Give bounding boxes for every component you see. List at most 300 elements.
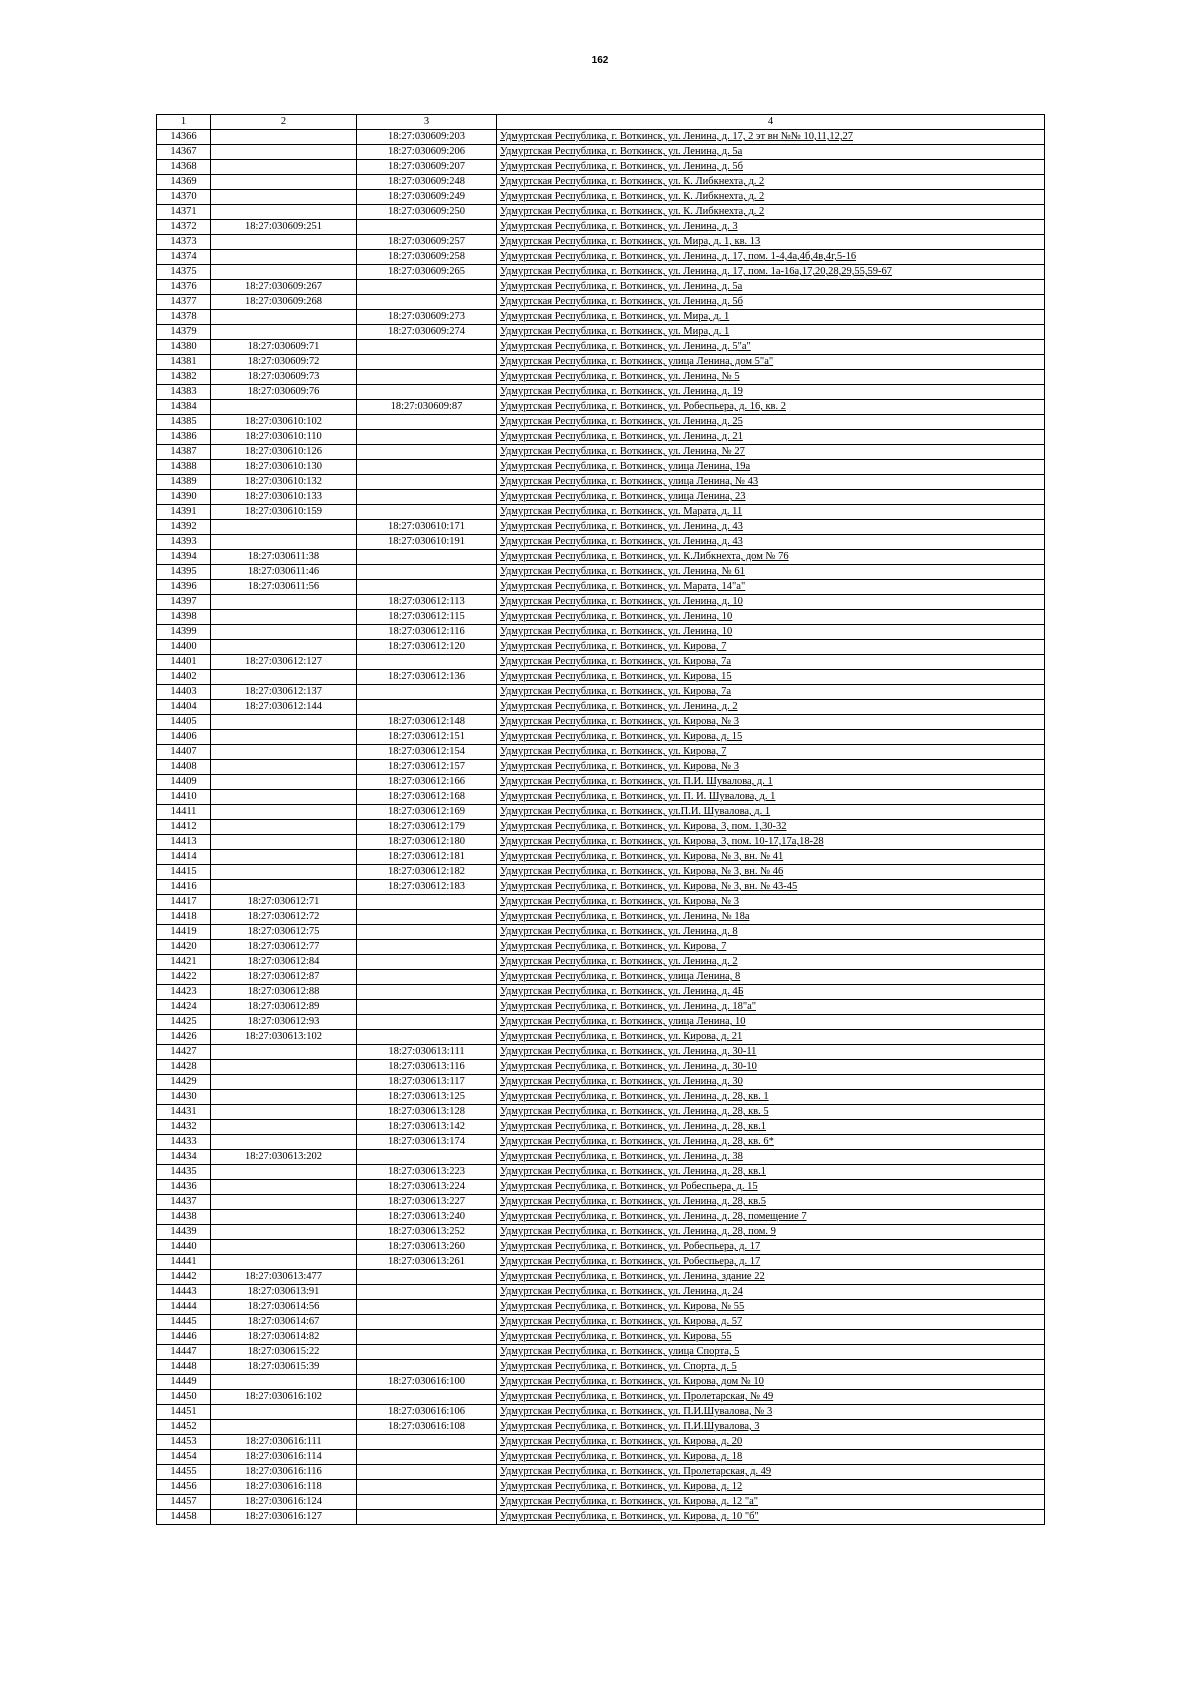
row-number-cell: 14371 — [157, 205, 211, 220]
row-number-cell: 14422 — [157, 970, 211, 985]
row-number-cell: 14421 — [157, 955, 211, 970]
table-row — [157, 310, 1045, 325]
address-cell: Удмуртская Республика, г. Воткинск, ул. Ленина, д. 21 — [497, 430, 1045, 445]
row-number-cell: 14410 — [157, 790, 211, 805]
cadastral-number-building-cell — [357, 1270, 497, 1285]
address-cell: Удмуртская Республика, г. Воткинск, ул. П.И.Шувалова, 3 — [497, 1420, 1045, 1435]
table-row — [157, 340, 1045, 355]
page-number: 162 — [591, 55, 609, 66]
table-row — [157, 970, 1045, 985]
cadastral-number-parcel-cell: 18:27:030612:71 — [211, 895, 357, 910]
address-cell: Удмуртская Республика, г. Воткинск, ул. Кирова, д. 10 "б" — [497, 1510, 1045, 1525]
cadastral-number-parcel-cell: 18:27:030610:132 — [211, 475, 357, 490]
cadastral-number-building-cell — [357, 1285, 497, 1300]
cadastral-number-parcel-cell — [211, 160, 357, 175]
table-row — [157, 415, 1045, 430]
table-row — [157, 1390, 1045, 1405]
row-number-cell: 14425 — [157, 1015, 211, 1030]
row-number-cell: 14416 — [157, 880, 211, 895]
address-cell: Удмуртская Республика, г. Воткинск, ул. Спорта, д. 5 — [497, 1360, 1045, 1375]
table-row — [157, 1255, 1045, 1270]
cadastral-number-building-cell: 18:27:030609:248 — [357, 175, 497, 190]
row-number-cell: 14407 — [157, 745, 211, 760]
table-row — [157, 715, 1045, 730]
row-number-cell: 14427 — [157, 1045, 211, 1060]
table-row — [157, 1150, 1045, 1165]
address-cell: Удмуртская Республика, г. Воткинск, ул. К. Либкнехта, д. 2 — [497, 175, 1045, 190]
cadastral-number-parcel-cell — [211, 760, 357, 775]
table-row — [157, 805, 1045, 820]
cadastral-number-building-cell: 18:27:030610:171 — [357, 520, 497, 535]
cadastral-number-building-cell: 18:27:030609:273 — [357, 310, 497, 325]
address-cell: Удмуртская Республика, г. Воткинск, ул. Ленина, д. 5б — [497, 295, 1045, 310]
table-row — [157, 265, 1045, 280]
table-row — [157, 1450, 1045, 1465]
cadastral-number-parcel-cell — [211, 535, 357, 550]
address-cell: Удмуртская Республика, г. Воткинск, ул. Ленина, д. 5а — [497, 145, 1045, 160]
address-cell: Удмуртская Республика, г. Воткинск, ул. Марата, д. 11 — [497, 505, 1045, 520]
cadastral-number-building-cell: 18:27:030612:168 — [357, 790, 497, 805]
address-cell: Удмуртская Республика, г. Воткинск, ул. Кирова, № 3 — [497, 715, 1045, 730]
table-row — [157, 820, 1045, 835]
cadastral-number-parcel-cell — [211, 1060, 357, 1075]
table-row — [157, 370, 1045, 385]
table-row — [157, 640, 1045, 655]
cadastral-number-parcel-cell: 18:27:030610:102 — [211, 415, 357, 430]
cadastral-number-parcel-cell — [211, 130, 357, 145]
cadastral-number-parcel-cell: 18:27:030616:127 — [211, 1510, 357, 1525]
cadastral-number-building-cell — [357, 1390, 497, 1405]
table-row — [157, 1270, 1045, 1285]
table-row — [157, 1345, 1045, 1360]
row-number-cell: 14437 — [157, 1195, 211, 1210]
cadastral-number-building-cell: 18:27:030612:154 — [357, 745, 497, 760]
row-number-cell: 14372 — [157, 220, 211, 235]
table-row — [157, 520, 1045, 535]
address-cell: Удмуртская Республика, г. Воткинск, ул. Кирова, № 3, вн. № 46 — [497, 865, 1045, 880]
cadastral-number-building-cell: 18:27:030609:249 — [357, 190, 497, 205]
row-number-cell: 14448 — [157, 1360, 211, 1375]
cadastral-number-building-cell: 18:27:030613:111 — [357, 1045, 497, 1060]
address-cell: Удмуртская Республика, г. Воткинск, ул. Кирова, 3, пом. 10-17,17а,18-28 — [497, 835, 1045, 850]
address-cell: Удмуртская Республика, г. Воткинск, ул. Ленина, д. 5б — [497, 160, 1045, 175]
cadastral-number-building-cell — [357, 925, 497, 940]
table-row — [157, 205, 1045, 220]
address-cell: Удмуртская Республика, г. Воткинск, улица Ленина, 23 — [497, 490, 1045, 505]
address-cell: Удмуртская Республика, г. Воткинск, ул. Ленина, д. 30-10 — [497, 1060, 1045, 1075]
table-row — [157, 130, 1045, 145]
cadastral-number-building-cell — [357, 685, 497, 700]
cadastral-number-building-cell: 18:27:030613:261 — [357, 1255, 497, 1270]
address-cell: Удмуртская Республика, г. Воткинск, ул. П.И.Шувалова, № 3 — [497, 1405, 1045, 1420]
table-row — [157, 490, 1045, 505]
table-row — [157, 1240, 1045, 1255]
address-cell: Удмуртская Республика, г. Воткинск, ул. Кирова, д. 57 — [497, 1315, 1045, 1330]
cadastral-number-building-cell — [357, 1345, 497, 1360]
cadastral-number-building-cell: 18:27:030613:128 — [357, 1105, 497, 1120]
address-cell: Удмуртская Республика, г. Воткинск, ул. Ленина, д. 30 — [497, 1075, 1045, 1090]
cadastral-number-building-cell: 18:27:030612:151 — [357, 730, 497, 745]
cadastral-number-parcel-cell — [211, 1180, 357, 1195]
cadastral-number-parcel-cell — [211, 775, 357, 790]
table-row — [157, 445, 1045, 460]
row-number-cell: 14384 — [157, 400, 211, 415]
cadastral-number-parcel-cell — [211, 865, 357, 880]
row-number-cell: 14443 — [157, 1285, 211, 1300]
cadastral-number-building-cell: 18:27:030609:206 — [357, 145, 497, 160]
cadastral-number-parcel-cell: 18:27:030612:144 — [211, 700, 357, 715]
cadastral-number-building-cell: 18:27:030616:108 — [357, 1420, 497, 1435]
address-cell: Удмуртская Республика, г. Воткинск, ул. Робеспьера, д. 16, кв. 2 — [497, 400, 1045, 415]
address-cell: Удмуртская Республика, г. Воткинск, ул. Ленина, д. 4Б — [497, 985, 1045, 1000]
address-cell: Удмуртская Республика, г. Воткинск, ул. Марата, 14"а" — [497, 580, 1045, 595]
row-number-cell: 14438 — [157, 1210, 211, 1225]
table-row — [157, 850, 1045, 865]
table-row — [157, 1480, 1045, 1495]
row-number-cell: 14424 — [157, 1000, 211, 1015]
address-cell: Удмуртская Республика, г. Воткинск, ул. Ленина, д. 5а — [497, 280, 1045, 295]
cadastral-number-building-cell: 18:27:030612:116 — [357, 625, 497, 640]
cadastral-number-parcel-cell: 18:27:030612:87 — [211, 970, 357, 985]
table-row — [157, 925, 1045, 940]
address-cell: Удмуртская Республика, г. Воткинск, ул. Ленина, № 61 — [497, 565, 1045, 580]
cadastral-number-parcel-cell — [211, 400, 357, 415]
cadastral-number-building-cell — [357, 430, 497, 445]
cadastral-number-building-cell: 18:27:030613:240 — [357, 1210, 497, 1225]
row-number-cell: 14409 — [157, 775, 211, 790]
address-cell: Удмуртская Республика, г. Воткинск, улица Ленина, дом 5"а" — [497, 355, 1045, 370]
table-row — [157, 1435, 1045, 1450]
cadastral-number-building-cell: 18:27:030612:182 — [357, 865, 497, 880]
cadastral-number-parcel-cell: 18:27:030614:82 — [211, 1330, 357, 1345]
row-number-cell: 14433 — [157, 1135, 211, 1150]
row-number-cell: 14381 — [157, 355, 211, 370]
table-row — [157, 1285, 1045, 1300]
row-number-cell: 14440 — [157, 1240, 211, 1255]
cadastral-number-building-cell: 18:27:030612:136 — [357, 670, 497, 685]
cadastral-number-building-cell — [357, 1300, 497, 1315]
address-cell: Удмуртская Республика, г. Воткинск, ул. Ленина, № 5 — [497, 370, 1045, 385]
cadastral-number-parcel-cell — [211, 190, 357, 205]
cadastral-number-parcel-cell — [211, 250, 357, 265]
address-cell: Удмуртская Республика, г. Воткинск, ул. Ленина, д. 28, помещение 7 — [497, 1210, 1045, 1225]
cadastral-number-building-cell: 18:27:030616:106 — [357, 1405, 497, 1420]
table-row — [157, 1510, 1045, 1525]
address-cell: Удмуртская Республика, г. Воткинск, ул. Кирова, № 3 — [497, 760, 1045, 775]
table-row — [157, 145, 1045, 160]
table-row — [157, 1075, 1045, 1090]
cadastral-number-building-cell — [357, 340, 497, 355]
cadastral-number-parcel-cell: 18:27:030616:116 — [211, 1465, 357, 1480]
column-header-1: 1 — [157, 115, 211, 130]
cadastral-number-parcel-cell — [211, 1120, 357, 1135]
row-number-cell: 14451 — [157, 1405, 211, 1420]
cadastral-number-parcel-cell — [211, 265, 357, 280]
address-cell: Удмуртская Республика, г. Воткинск, ул. Ленина, д. 8 — [497, 925, 1045, 940]
table-row — [157, 175, 1045, 190]
cadastral-number-building-cell — [357, 655, 497, 670]
row-number-cell: 14380 — [157, 340, 211, 355]
cadastral-number-building-cell: 18:27:030613:142 — [357, 1120, 497, 1135]
row-number-cell: 14439 — [157, 1225, 211, 1240]
cadastral-number-parcel-cell: 18:27:030612:72 — [211, 910, 357, 925]
row-number-cell: 14387 — [157, 445, 211, 460]
table-row — [157, 1180, 1045, 1195]
cadastral-number-building-cell — [357, 1015, 497, 1030]
table-row — [157, 1405, 1045, 1420]
address-cell: Удмуртская Республика, г. Воткинск, ул. Кирова, д. 12 — [497, 1480, 1045, 1495]
cadastral-number-parcel-cell: 18:27:030610:130 — [211, 460, 357, 475]
cadastral-number-building-cell — [357, 385, 497, 400]
address-cell: Удмуртская Республика, г. Воткинск, ул. Робеспьера, д. 17 — [497, 1240, 1045, 1255]
row-number-cell: 14395 — [157, 565, 211, 580]
cadastral-number-parcel-cell — [211, 1165, 357, 1180]
cadastral-number-building-cell: 18:27:030613:116 — [357, 1060, 497, 1075]
address-cell: Удмуртская Республика, г. Воткинск, ул. Ленина, д. 3 — [497, 220, 1045, 235]
address-cell: Удмуртская Республика, г. Воткинск, ул. Ленина, 10 — [497, 625, 1045, 640]
cadastral-number-parcel-cell — [211, 1420, 357, 1435]
cadastral-number-parcel-cell: 18:27:030609:267 — [211, 280, 357, 295]
cadastral-number-building-cell — [357, 415, 497, 430]
cadastral-number-building-cell: 18:27:030612:179 — [357, 820, 497, 835]
row-number-cell: 14402 — [157, 670, 211, 685]
address-cell: Удмуртская Республика, г. Воткинск, ул.П.И. Шувалова, д. 1 — [497, 805, 1045, 820]
cadastral-number-parcel-cell — [211, 1195, 357, 1210]
address-cell: Удмуртская Республика, г. Воткинск, ул. К. Либкнехта, д. 2 — [497, 190, 1045, 205]
cadastral-number-parcel-cell: 18:27:030616:114 — [211, 1450, 357, 1465]
row-number-cell: 14446 — [157, 1330, 211, 1345]
table-row — [157, 1195, 1045, 1210]
cadastral-number-parcel-cell — [211, 790, 357, 805]
cadastral-number-parcel-cell — [211, 805, 357, 820]
row-number-cell: 14454 — [157, 1450, 211, 1465]
cadastral-number-building-cell: 18:27:030613:252 — [357, 1225, 497, 1240]
cadastral-number-parcel-cell: 18:27:030616:111 — [211, 1435, 357, 1450]
cadastral-number-parcel-cell: 18:27:030609:73 — [211, 370, 357, 385]
address-cell: Удмуртская Республика, г. Воткинск, ул. Кирова, 15 — [497, 670, 1045, 685]
table-row — [157, 1300, 1045, 1315]
row-number-cell: 14426 — [157, 1030, 211, 1045]
cadastral-number-building-cell: 18:27:030609:203 — [357, 130, 497, 145]
address-cell: Удмуртская Республика, г. Воткинск, ул. Ленина, д. 2 — [497, 955, 1045, 970]
cadastral-number-parcel-cell — [211, 1105, 357, 1120]
cadastral-number-building-cell — [357, 565, 497, 580]
address-cell: Удмуртская Республика, г. Воткинск, ул. Ленина, д. 18"а" — [497, 1000, 1045, 1015]
cadastral-number-parcel-cell: 18:27:030611:56 — [211, 580, 357, 595]
address-cell: Удмуртская Республика, г. Воткинск, ул. Ленина, д. 10 — [497, 595, 1045, 610]
cadastral-number-parcel-cell — [211, 670, 357, 685]
address-cell: Удмуртская Республика, г. Воткинск, ул. Мира, д. 1 — [497, 325, 1045, 340]
cadastral-number-parcel-cell: 18:27:030609:76 — [211, 385, 357, 400]
row-number-cell: 14382 — [157, 370, 211, 385]
address-cell: Удмуртская Республика, г. Воткинск, ул. Кирова, 7 — [497, 940, 1045, 955]
row-number-cell: 14449 — [157, 1375, 211, 1390]
address-cell: Удмуртская Республика, г. Воткинск, ул. Ленина, д. 25 — [497, 415, 1045, 430]
row-number-cell: 14406 — [157, 730, 211, 745]
cadastral-number-building-cell — [357, 1435, 497, 1450]
cadastral-number-building-cell: 18:27:030612:180 — [357, 835, 497, 850]
cadastral-number-building-cell — [357, 895, 497, 910]
cadastral-number-building-cell: 18:27:030613:260 — [357, 1240, 497, 1255]
table-row — [157, 1225, 1045, 1240]
cadastral-number-parcel-cell: 18:27:030612:77 — [211, 940, 357, 955]
address-cell: Удмуртская Республика, г. Воткинск, ул. Кирова, 3, пом. 1,30-32 — [497, 820, 1045, 835]
table-row — [157, 475, 1045, 490]
row-number-cell: 14444 — [157, 1300, 211, 1315]
table-row — [157, 1135, 1045, 1150]
row-number-cell: 14376 — [157, 280, 211, 295]
address-cell: Удмуртская Республика, г. Воткинск, ул. П.И. Шувалова, д. 1 — [497, 775, 1045, 790]
cadastral-number-building-cell: 18:27:030613:117 — [357, 1075, 497, 1090]
cadastral-number-parcel-cell — [211, 715, 357, 730]
row-number-cell: 14385 — [157, 415, 211, 430]
row-number-cell: 14367 — [157, 145, 211, 160]
cadastral-number-parcel-cell: 18:27:030612:137 — [211, 685, 357, 700]
cadastral-number-building-cell: 18:27:030609:250 — [357, 205, 497, 220]
address-cell: Удмуртская Республика, г. Воткинск, улица Ленина, 19а — [497, 460, 1045, 475]
row-number-cell: 14420 — [157, 940, 211, 955]
cadastral-number-parcel-cell — [211, 235, 357, 250]
row-number-cell: 14375 — [157, 265, 211, 280]
cadastral-number-building-cell — [357, 970, 497, 985]
row-number-cell: 14401 — [157, 655, 211, 670]
table-row — [157, 595, 1045, 610]
cadastral-number-building-cell — [357, 445, 497, 460]
row-number-cell: 14383 — [157, 385, 211, 400]
cadastral-number-parcel-cell — [211, 1405, 357, 1420]
table-row — [157, 985, 1045, 1000]
cadastral-number-parcel-cell — [211, 745, 357, 760]
table-row — [157, 1060, 1045, 1075]
cadastral-number-parcel-cell: 18:27:030610:133 — [211, 490, 357, 505]
cadastral-number-parcel-cell — [211, 1255, 357, 1270]
cadastral-number-building-cell: 18:27:030613:224 — [357, 1180, 497, 1195]
table-row — [157, 355, 1045, 370]
cadastral-number-building-cell — [357, 985, 497, 1000]
table-row — [157, 1330, 1045, 1345]
row-number-cell: 14414 — [157, 850, 211, 865]
cadastral-number-building-cell — [357, 910, 497, 925]
cadastral-number-building-cell — [357, 1000, 497, 1015]
row-number-cell: 14434 — [157, 1150, 211, 1165]
cadastral-number-parcel-cell: 18:27:030611:38 — [211, 550, 357, 565]
cadastral-number-building-cell: 18:27:030613:125 — [357, 1090, 497, 1105]
address-cell: Удмуртская Республика, г. Воткинск, ул. Кирова, 7а — [497, 685, 1045, 700]
row-number-cell: 14413 — [157, 835, 211, 850]
row-number-cell: 14415 — [157, 865, 211, 880]
cadastral-number-parcel-cell — [211, 595, 357, 610]
table-row — [157, 580, 1045, 595]
table-row — [157, 1210, 1045, 1225]
cadastral-number-building-cell: 18:27:030609:87 — [357, 400, 497, 415]
cadastral-number-parcel-cell: 18:27:030612:75 — [211, 925, 357, 940]
table-row — [157, 190, 1045, 205]
table-row — [157, 235, 1045, 250]
table-row — [157, 1315, 1045, 1330]
cadastral-number-building-cell — [357, 940, 497, 955]
row-number-cell: 14368 — [157, 160, 211, 175]
cadastral-number-parcel-cell — [211, 625, 357, 640]
address-cell: Удмуртская Республика, г. Воткинск, ул. Ленина, д. 2 — [497, 700, 1045, 715]
cadastral-number-building-cell — [357, 1315, 497, 1330]
table-header-row — [157, 115, 1045, 130]
cadastral-number-parcel-cell — [211, 1075, 357, 1090]
row-number-cell: 14430 — [157, 1090, 211, 1105]
table-row — [157, 565, 1045, 580]
table-row — [157, 685, 1045, 700]
address-cell: Удмуртская Республика, г. Воткинск, ул. Кирова, д. 15 — [497, 730, 1045, 745]
cadastral-number-building-cell — [357, 1030, 497, 1045]
cadastral-number-parcel-cell: 18:27:030611:46 — [211, 565, 357, 580]
table-row — [157, 550, 1045, 565]
row-number-cell: 14392 — [157, 520, 211, 535]
address-cell: Удмуртская Республика, г. Воткинск, ул. Кирова, № 3, вн. № 41 — [497, 850, 1045, 865]
table-row — [157, 505, 1045, 520]
row-number-cell: 14398 — [157, 610, 211, 625]
cadastral-number-parcel-cell — [211, 610, 357, 625]
row-number-cell: 14397 — [157, 595, 211, 610]
row-number-cell: 14370 — [157, 190, 211, 205]
address-cell: Удмуртская Республика, г. Воткинск, улица Ленина, 8 — [497, 970, 1045, 985]
cadastral-number-parcel-cell: 18:27:030609:71 — [211, 340, 357, 355]
address-cell: Удмуртская Республика, г. Воткинск, ул. Ленина, д. 17, пом. 1а-16а,17,20,28,29,55,59-67 — [497, 265, 1045, 280]
row-number-cell: 14390 — [157, 490, 211, 505]
table-row — [157, 220, 1045, 235]
cadastral-number-building-cell — [357, 1495, 497, 1510]
cadastral-number-parcel-cell: 18:27:030612:89 — [211, 1000, 357, 1015]
row-number-cell: 14436 — [157, 1180, 211, 1195]
property-registry-table — [156, 114, 1045, 1525]
cadastral-number-parcel-cell — [211, 1375, 357, 1390]
cadastral-number-building-cell — [357, 355, 497, 370]
address-cell: Удмуртская Республика, г. Воткинск, ул. Мира, д. 1 — [497, 310, 1045, 325]
table-row — [157, 160, 1045, 175]
cadastral-number-building-cell: 18:27:030613:174 — [357, 1135, 497, 1150]
cadastral-number-building-cell — [357, 1510, 497, 1525]
cadastral-number-parcel-cell: 18:27:030612:88 — [211, 985, 357, 1000]
address-cell: Удмуртская Республика, г. Воткинск, ул. Ленина, д. 19 — [497, 385, 1045, 400]
cadastral-number-building-cell — [357, 370, 497, 385]
table-row — [157, 400, 1045, 415]
cadastral-number-parcel-cell: 18:27:030610:110 — [211, 430, 357, 445]
cadastral-number-building-cell: 18:27:030609:274 — [357, 325, 497, 340]
cadastral-number-parcel-cell: 18:27:030612:84 — [211, 955, 357, 970]
row-number-cell: 14457 — [157, 1495, 211, 1510]
row-number-cell: 14452 — [157, 1420, 211, 1435]
cadastral-number-parcel-cell — [211, 640, 357, 655]
column-header-4: 4 — [497, 115, 1045, 130]
row-number-cell: 14404 — [157, 700, 211, 715]
row-number-cell: 14389 — [157, 475, 211, 490]
cadastral-number-building-cell — [357, 1150, 497, 1165]
address-cell: Удмуртская Республика, г. Воткинск, ул. Кирова, 55 — [497, 1330, 1045, 1345]
row-number-cell: 14405 — [157, 715, 211, 730]
cadastral-number-parcel-cell: 18:27:030614:56 — [211, 1300, 357, 1315]
address-cell: Удмуртская Республика, г. Воткинск, ул. Кирова, № 55 — [497, 1300, 1045, 1315]
cadastral-number-parcel-cell — [211, 1045, 357, 1060]
address-cell: Удмуртская Республика, г. Воткинск, ул. Кирова, дом № 10 — [497, 1375, 1045, 1390]
address-cell: Удмуртская Республика, г. Воткинск, ул. Ленина, д. 17, 2 эт вн №№ 10,11,12,27 — [497, 130, 1045, 145]
table-row — [157, 535, 1045, 550]
table-row — [157, 1165, 1045, 1180]
table-row — [157, 1495, 1045, 1510]
cadastral-number-building-cell: 18:27:030612:183 — [357, 880, 497, 895]
row-number-cell: 14379 — [157, 325, 211, 340]
cadastral-number-building-cell — [357, 220, 497, 235]
row-number-cell: 14429 — [157, 1075, 211, 1090]
address-cell: Удмуртская Республика, г. Воткинск, ул Робеспьера, д. 15 — [497, 1180, 1045, 1195]
row-number-cell: 14391 — [157, 505, 211, 520]
